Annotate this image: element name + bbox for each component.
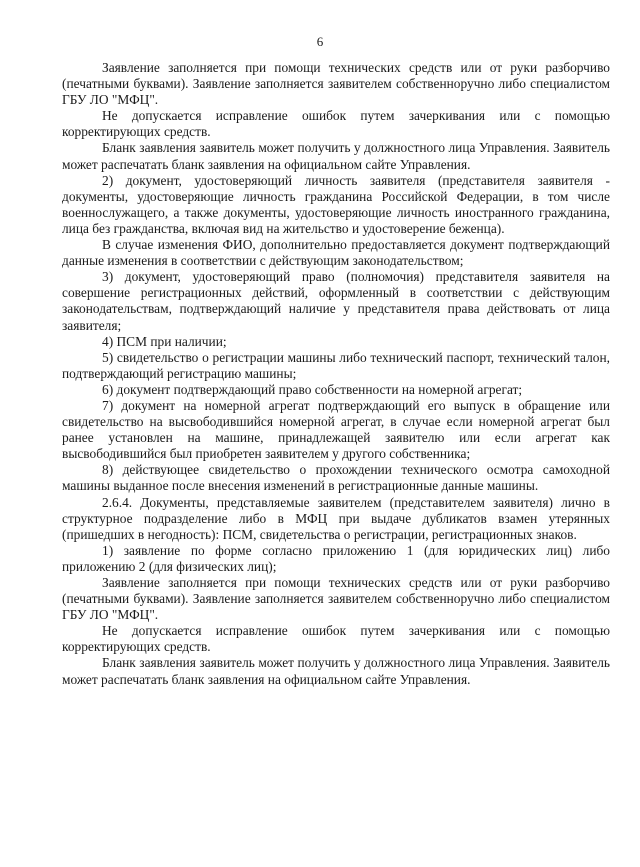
paragraph-4: 2) документ, удостоверяющий личность заявителя (представителя заявителя - документы, удостоверяющие личность гражданина Российской Федерации, в том числе военнослужащего, а также документы, удостоверяющие личность иностранного гражданина, лица без гражданства, включая вид на жительство и удостоверение беженца). [62, 172, 610, 236]
paragraph-12: 2.6.4. Документы, представляемые заявителем (представителем заявителя) лично в структурное подразделение либо в МФЦ при выдаче дубликатов взамен утерянных (пришедших в негодность): ПСМ, свидетельства о регистрации, регистрационных знаков. [62, 494, 610, 542]
paragraph-16: Бланк заявления заявитель может получить у должностного лица Управления. Заявитель может распечатать бланк заявления на официальном сайте Управления. [62, 655, 610, 687]
paragraph-10: 7) документ на номерной агрегат подтверждающий его выпуск в обращение или свидетельство на высвободившийся номерной агрегат, в случае если номерной агрегат был ранее установлен на машине, принадлежащей заявителю или если агрегат как высвободившийся был приобретен заявителем у другого собственника; [62, 397, 610, 462]
paragraph-7: 4) ПСМ при наличии; [102, 333, 227, 349]
paragraph-2: Не допускается исправление ошибок путем зачеркивания или с помощью корректирующих средств. [62, 108, 610, 140]
page-number: 6 [316, 34, 324, 49]
paragraph-11: 8) действующее свидетельство о прохождении технического осмотра самоходной машины выданное после внесения изменений в регистрационные данные машины. [62, 462, 610, 494]
paragraph-9: 6) документ подтверждающий право собственности на номерной агрегат; [102, 381, 523, 397]
paragraph-1: Заявление заполняется при помощи технических средств или от руки разборчиво (печатными буквами). Заявление заполняется заявителем собственноручно либо специалистом ГБУ ЛО "МФЦ". [62, 60, 610, 108]
paragraph-6: 3) документ, удостоверяющий право (полномочия) представителя заявителя на совершение регистрационных действий, оформленный в соответствии с действующим законодательствам, подтверждающий наличие у представителя права действовать от лица заявителя; [62, 269, 610, 333]
paragraph-8: 5) свидетельство о регистрации машины либо технический паспорт, технический талон, подтверждающий регистрацию машины; [62, 349, 610, 381]
paragraph-13: 1) заявление по форме согласно приложению 1 (для юридических лиц) либо приложению 2 (для физических лиц); [62, 542, 610, 574]
paragraph-14: Заявление заполняется при помощи технических средств или от руки разборчиво (печатными буквами). Заявление заполняется заявителем собственноручно либо специалистом ГБУ ЛО "МФЦ". [62, 575, 610, 623]
paragraph-15: Не допускается исправление ошибок путем зачеркивания или с помощью корректирующих средств. [62, 623, 610, 655]
paragraph-5: В случае изменения ФИО, дополнительно предоставляется документ подтверждающий данные изменения в соответствии с действующим законодательством; [62, 237, 610, 269]
paragraph-3: Бланк заявления заявитель может получить у должностного лица Управления. Заявитель может распечатать бланк заявления на официальном сайте Управления. [62, 140, 610, 172]
document-body [62, 60, 610, 688]
